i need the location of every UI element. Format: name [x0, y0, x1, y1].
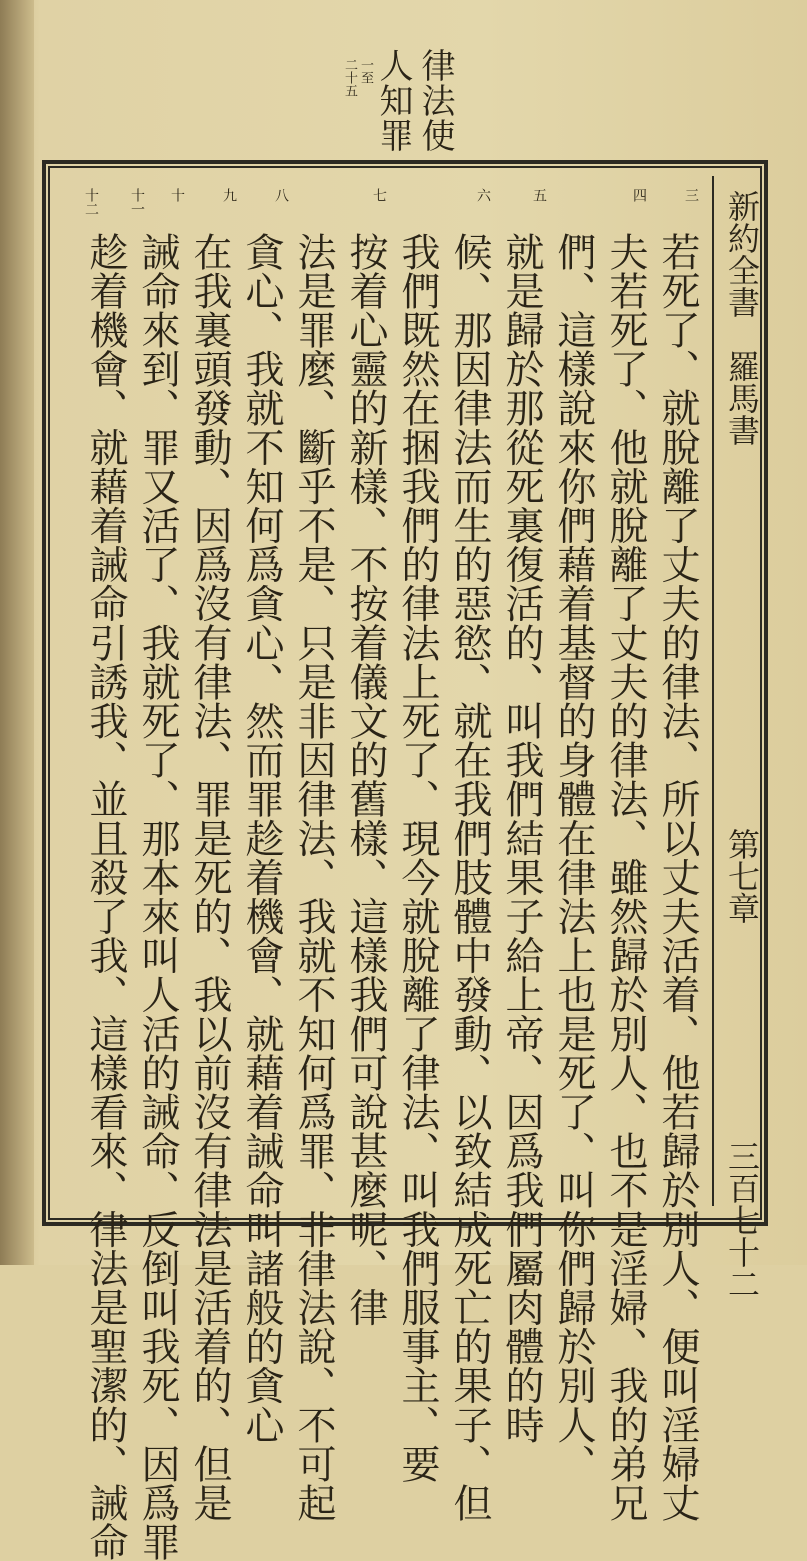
- text-column: 趁着機會、就藉着誡命引誘我、並且殺了我、這樣看來、律法是聖潔的、誡命: [83, 232, 128, 1561]
- running-head: [718, 176, 764, 1300]
- text-column: 按着心靈的新樣、不按着儀文的舊樣、這樣我們可說甚麼呢、律: [343, 232, 388, 1327]
- chapter-label: 第七章: [723, 828, 761, 924]
- text-column: 夫若死了、他就脫離了丈夫的律法、雖然歸於別人、也不是淫婦、我的弟兄: [603, 232, 648, 1523]
- verse-number: 四: [631, 188, 647, 202]
- heading-note-2: 二十五: [342, 58, 357, 97]
- running-head-divider: [712, 176, 714, 1206]
- text-column: 若死了、就脫離了丈夫的律法、所以丈夫活着、他若歸於別人、便叫淫婦丈: [655, 232, 700, 1523]
- text-column: 法是罪麼、斷乎不是、只是非因律法、我就不知何爲罪、非律法說、不可起: [291, 232, 336, 1523]
- book-title: 新約全書 羅馬書: [723, 190, 761, 446]
- heading-note-1: 一至: [358, 58, 373, 84]
- binding-gutter: [0, 0, 34, 1265]
- scripture-body: [70, 232, 710, 1561]
- verse-number: 十二: [83, 188, 99, 216]
- verse-number-row: [60, 176, 710, 216]
- verse-number: 九: [221, 188, 237, 202]
- verse-number: 十一: [129, 188, 145, 216]
- page-number: 三百七十二: [723, 1140, 761, 1300]
- verse-number: 五: [531, 188, 547, 202]
- text-column: 就是歸於那從死裏復活的、叫我們結果子給上帝、因爲我們屬肉體的時: [499, 232, 544, 1445]
- text-column: 貪心、我就不知何爲貪心、然而罪趁着機會、就藉着誡命叫諸般的貪心: [239, 232, 284, 1445]
- verse-number: 八: [273, 188, 289, 202]
- heading-line-1: 律法使: [415, 48, 455, 153]
- heading-line-2: 人知罪: [373, 48, 413, 153]
- text-column: 們、這樣說來你們藉着基督的身體在律法上也是死了、叫你們歸於別人、: [551, 232, 596, 1484]
- verse-number: 七: [371, 188, 387, 202]
- section-heading: [340, 48, 456, 158]
- verse-number: 三: [683, 188, 699, 202]
- verse-number: 六: [475, 188, 491, 202]
- text-column: 誡命來到、罪又活了、我就死了、那本來叫人活的誡命、反倒叫我死、因爲罪: [135, 232, 180, 1561]
- text-column: 在我裏頭發動、因爲沒有律法、罪是死的、我以前沒有律法是活着的、但是: [187, 232, 232, 1523]
- text-column: 我們既然在捆我們的律法上死了、現今就脫離了律法、叫我們服事主、要: [395, 232, 440, 1484]
- verse-number: 十: [169, 188, 185, 202]
- text-column: 候、那因律法而生的惡慾、就在我們肢體中發動、以致結成死亡的果子、但: [447, 232, 492, 1523]
